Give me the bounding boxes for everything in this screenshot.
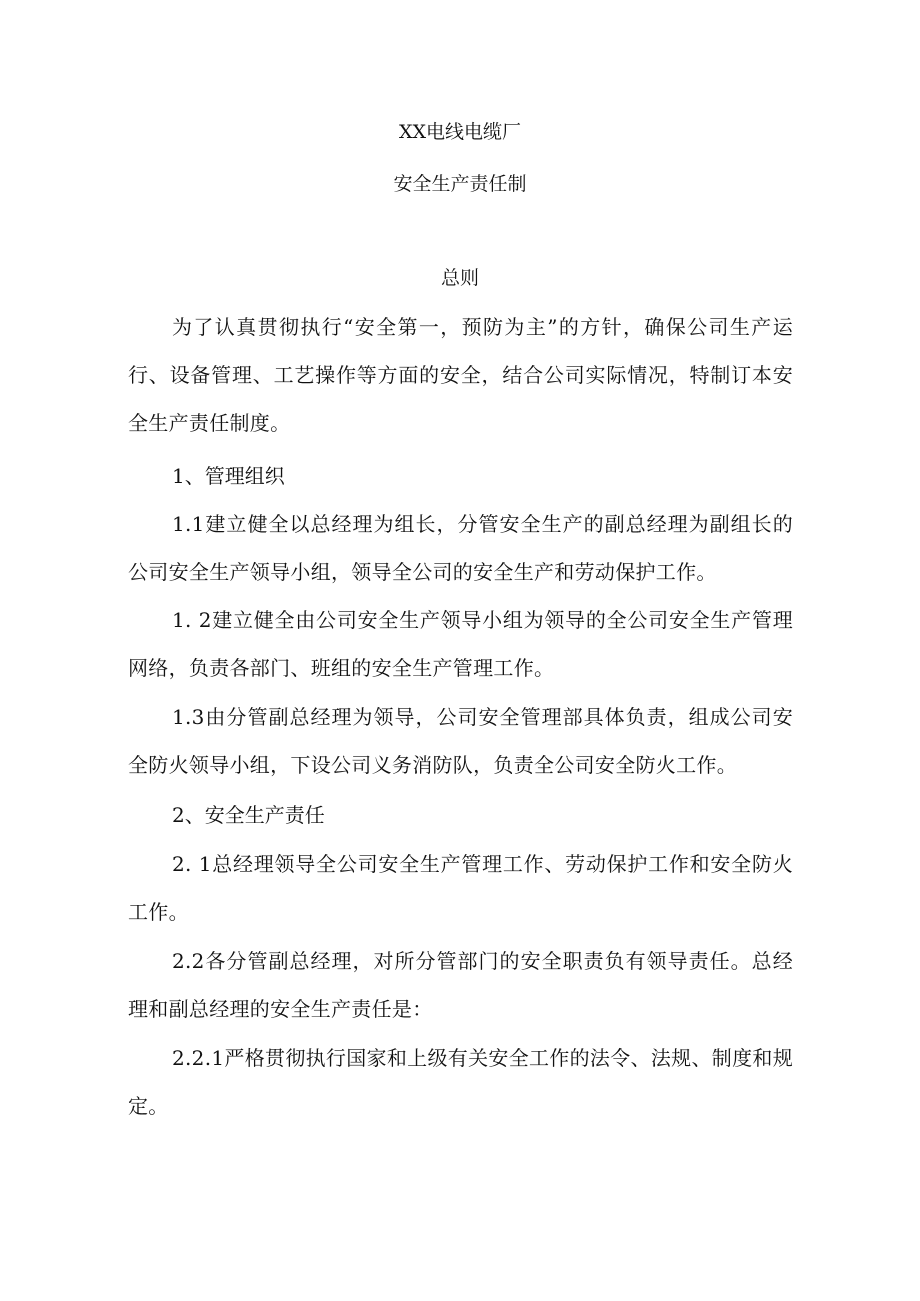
paragraph-2-2: 2.2各分管副总经理，对所分管部门的安全职责负有领导责任。总经理和副总经理的安全生产责任是： xyxy=(128,949,793,1021)
section-title: 总则 xyxy=(440,267,479,289)
company-name: XX电线电缆厂 xyxy=(398,121,522,143)
paragraph-2-1: 2. 1总经理领导全公司安全生产管理工作、劳动保护工作和安全防火工作。 xyxy=(128,852,793,924)
intro-paragraph: 为了认真贯彻执行“安全第一，预防为主”的方针，确保公司生产运行、设备管理、工艺操作等方面的安全，结合公司实际情况，特制订本安全生产责任制度。 xyxy=(128,315,793,435)
paragraph-1-3: 1.3由分管副总经理为领导，公司安全管理部具体负责，组成公司安全防火领导小组，下设公司义务消防队，负责全公司安全防火工作。 xyxy=(128,705,793,777)
paragraph-1-2: 1. 2建立健全由公司安全生产领导小组为领导的全公司安全生产管理网络，负责各部门、班组的安全生产管理工作。 xyxy=(128,608,793,680)
document-title: 安全生产责任制 xyxy=(393,173,527,195)
paragraph-1-1: 1.1建立健全以总经理为组长，分管安全生产的副总经理为副组长的公司安全生产领导小组，领导全公司的安全生产和劳动保护工作。 xyxy=(128,512,793,584)
heading-management-organization: 1、管理组织 xyxy=(172,464,285,488)
heading-safety-responsibility: 2、安全生产责任 xyxy=(172,803,325,827)
paragraph-2-2-1: 2.2.1严格贯彻执行国家和上级有关安全工作的法令、法规、制度和规定。 xyxy=(128,1046,793,1118)
